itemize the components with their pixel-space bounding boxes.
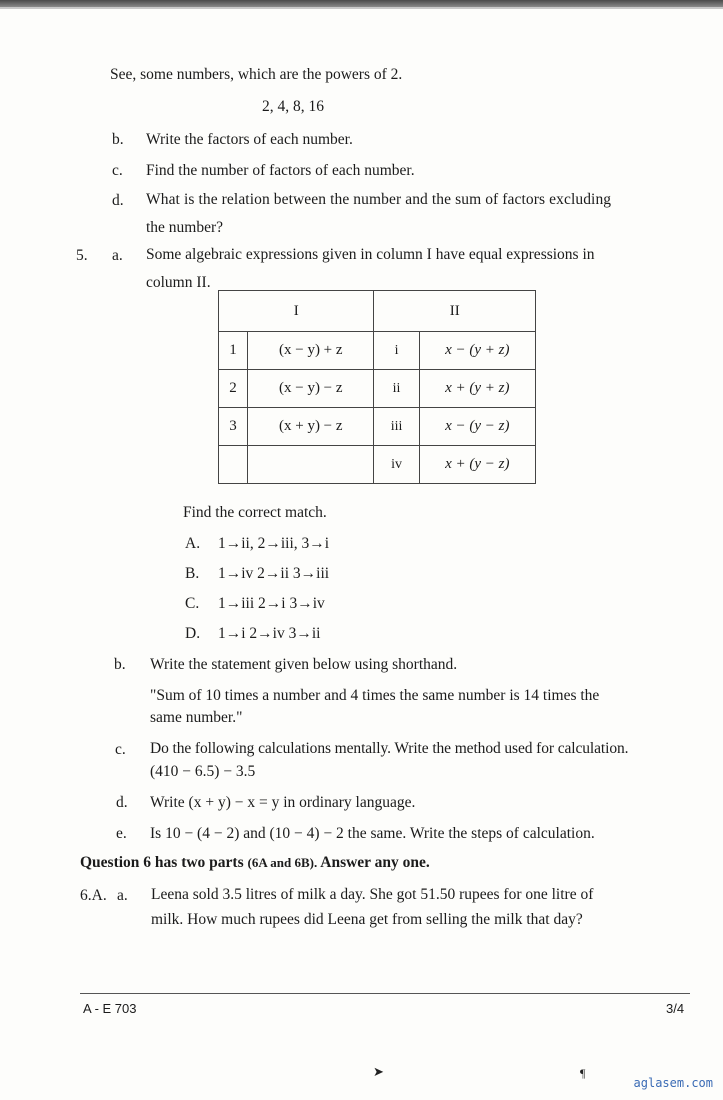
match-prompt: Find the correct match. <box>183 504 327 521</box>
option-text: 1→iii 2→i 3→iv <box>218 595 325 612</box>
q5-number: 5. <box>76 247 88 264</box>
q4b-text: Write the factors of each number. <box>146 131 353 148</box>
q6-header-parts: (6A and 6B). <box>247 855 318 870</box>
q5b-quote-line1: "Sum of 10 times a number and 4 times the same number is 14 times the <box>150 687 600 704</box>
q6-header-tail: Answer any one. <box>320 854 430 871</box>
row-number: 3 <box>219 408 248 446</box>
scan-top-shadow <box>0 7 723 9</box>
scan-mark: ¶ <box>580 1066 586 1080</box>
watermark: aglasem.com <box>633 1076 713 1090</box>
q5b-quote-line2: same number." <box>150 709 243 726</box>
option-letter: D. <box>185 625 201 642</box>
footer-rule <box>80 993 690 994</box>
table-row <box>219 408 536 446</box>
q5d-text: Write (x + y) − x = y in ordinary language. <box>150 794 416 811</box>
q6-header-main: Question 6 has two parts <box>80 854 244 871</box>
q5a-label: a. <box>112 247 123 264</box>
expression-i: (x − y) + z <box>248 332 374 370</box>
row-number: 1 <box>219 332 248 370</box>
q5d-label: d. <box>116 794 128 811</box>
q6a-number: 6.A. <box>80 887 107 904</box>
q5c-line1: Do the following calculations mentally. Write the method used for calculation. <box>150 740 629 757</box>
q4c-label: c. <box>112 162 123 179</box>
option-letter: C. <box>185 595 200 612</box>
q5b-label: b. <box>114 656 126 673</box>
col-ii-header: II <box>374 291 536 332</box>
col-i-header: I <box>219 291 374 332</box>
intro-text: See, some numbers, which are the powers of 2. <box>110 66 403 83</box>
roman-numeral: iii <box>374 408 419 446</box>
match-table <box>218 290 536 484</box>
q5c-line2: (410 − 6.5) − 3.5 <box>150 763 256 780</box>
roman-numeral: ii <box>374 370 419 408</box>
q5c-label: c. <box>115 741 126 758</box>
q6a-line1: Leena sold 3.5 litres of milk a day. She got 51.50 rupees for one litre of <box>151 886 594 903</box>
table-row <box>219 332 536 370</box>
expression-i: (x − y) − z <box>248 370 374 408</box>
paper-code: A - E 703 <box>83 1001 137 1016</box>
q5e-text: Is 10 − (4 − 2) and (10 − 4) − 2 the same. Write the steps of calculation. <box>150 825 595 842</box>
option-letter: B. <box>185 565 200 582</box>
q4c-text: Find the number of factors of each number. <box>146 162 415 179</box>
row-number: 2 <box>219 370 248 408</box>
table-row <box>219 370 536 408</box>
q5b-text: Write the statement given below using shorthand. <box>150 656 458 673</box>
option-text: 1→iv 2→ii 3→iii <box>218 565 330 582</box>
row-number <box>219 446 248 484</box>
expression-ii: x − (y + z) <box>419 332 535 370</box>
expression-i <box>248 446 374 484</box>
q6-header <box>80 854 430 872</box>
option-letter: A. <box>185 535 201 552</box>
expression-ii: x − (y − z) <box>419 408 535 446</box>
option-text: 1→ii, 2→iii, 3→i <box>218 535 330 552</box>
q4d-line2: the number? <box>146 219 224 236</box>
option-text: 1→i 2→iv 3→ii <box>218 625 321 642</box>
page-number: 3/4 <box>666 1001 685 1016</box>
roman-numeral: i <box>374 332 419 370</box>
q4d-label: d. <box>112 192 124 209</box>
q4d-line1: What is the relation between the number and the sum of factors excluding <box>146 191 612 208</box>
q5e-label: e. <box>116 825 127 842</box>
match-table-header <box>219 291 536 332</box>
powers-list: 2, 4, 8, 16 <box>262 98 324 115</box>
scan-mark: ➤ <box>373 1064 384 1079</box>
expression-i: (x + y) − z <box>248 408 374 446</box>
scan-top-edge <box>0 0 723 7</box>
expression-ii: x + (y − z) <box>419 446 535 484</box>
table-row <box>219 446 536 484</box>
q4b-label: b. <box>112 131 124 148</box>
q6a-label: a. <box>117 887 128 904</box>
q6a-line2: milk. How much rupees did Leena get from selling the milk that day? <box>151 911 583 928</box>
roman-numeral: iv <box>374 446 419 484</box>
q5a-line2: column II. <box>146 274 211 291</box>
expression-ii: x + (y + z) <box>419 370 535 408</box>
q5a-line1: Some algebraic expressions given in column I have equal expressions in <box>146 246 595 263</box>
